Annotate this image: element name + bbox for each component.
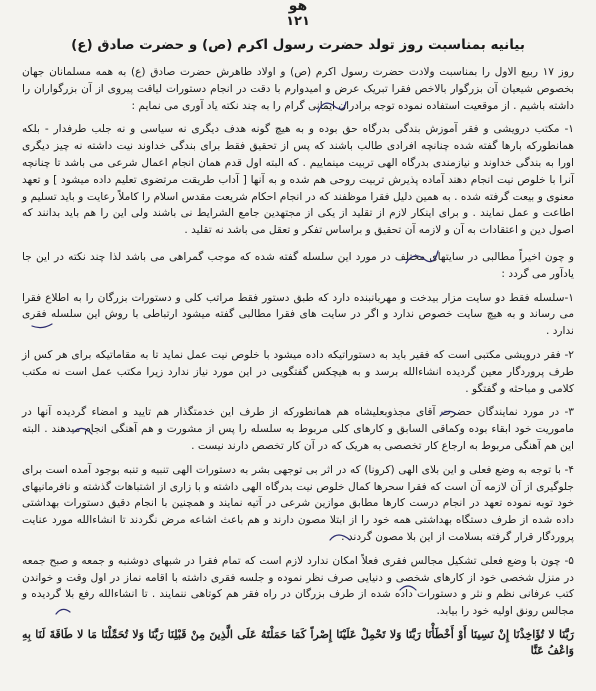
- notice-paragraph: و چون اخیراً مطالبی در سایتهای مختلف در مورد این سلسله گفته شده که موجب گمراهی می باشد لذا چند نکته در این جا یادآور می گردد :: [22, 250, 574, 280]
- point-5-paragraph: ۵- چون با وضع فعلی تشکیل مجالس فقری فعلاً امکان ندارد لازم است که تمام فقرا در شبهای دوشنبه و جمعه و صبح جمعه در منزل شخصی خود از کارهای شخصی و دنیایی صرف نظر نموده و جلسه فقری داشته با اقامه نماز در اول وقت و خواندن کتب عرفانی نظم و نثر و دستورات داده شده از طرف بزرگان در راه فقر هم کوتاهی ننمایند . تا انشاءالله رفع بلا گردیده و مجالس رونق اولیه خود را بیابد.: [22, 554, 574, 618]
- point-4-paragraph: ۴- با توجه به وضع فعلی و این بلای الهی (کرونا) که در اثر بی توجهی بشر به دستورات الهی تنبیه و تنبه بوجود آمده است برای جلوگیری از آن لازمه آن است که فقرا سحرها کمال خلوص نیت بدرگاه الهی داشته و با زاری از اشتباهات گذشته و نافرمانیهای خود توبه نموده تعهد در انجام درست کارها مطابق موازین شرعی در آتیه نمایند و همچنین با انجام دقیق دستورات بهداشتی داده شده از طرف دستگاه بهداشتی همه خود را از ابتلا مصون دارند و هم باعث اشاعه مرض نگردند تا انشاءالله مورد عنایت پروردگار قرار گرفته بسلامت از این بلا مصون گردند .: [22, 463, 574, 543]
- page-number: ۱۲۱: [286, 14, 310, 29]
- intro-paragraph: روز ۱۷ ربیع الاول را بمناسبت ولادت حضرت رسول اکرم (ص) و اولاد طاهرش حضرت صادق (ع) به همه مسلمانان جهان بخصوص شیعیان آن بزرگوار بالاخص فقرا تبریک عرض و امیدوارم با دقت در انجام دستورات لیاقت پیروی از آن بزرگواران را داشته باشیم . از موقعیت استفاده نموده توجه برادران ایمانی گرام را به چند نکته یاد آوری می نمایم :: [22, 66, 574, 112]
- point-1-paragraph: ۱- مکتب درویشی و فقر آموزش بندگی بدرگاه حق بوده و به هیچ گونه هدف دیگری نه سیاسی و نه جلب طرفدار - بلکه همانطورکه بارها گفته شده چنانچه افرادی طالب باشند که پس از تحقیق فقط برای بندگی خداوند نیت داشته نه چیز دیگری اورا به بندگی خداوند و نیازمندی بدرگاه الهی تربیت مینماییم . که البته اول قدم همان انجام اعمال شرعی می باشد تا چنانچه آنرا با خلوص نیت انجام دهند آماده پذیرش تربیت روحی هم شده و به آنها [ آداب طریقت مرتضوی تعلیم داده میشود ] و تعهد معنوی و بیعت گرفته شده . به همین دلیل فقرا موظفند که در انجام احکام شریعت مقدس اسلام را کاملاً رعایت و باید تسلیم و اطاعت و عمل نمایند . و برای اینکار لازم از تقلید از یکی از مجتهدین جامع الشرایط نی باشند ولی این را هم باید بدانند که اصول دین و اعتقادات به آن و لازمه آن تحقیق و براساس تفکر و تعقل می باشد نه تقلید .: [22, 123, 574, 237]
- point-3-paragraph: ۳- در مورد نمایندگان حضرت آقای مجذوبعلیشاه هم همانطورکه از طرف این خدمتگذار هم تایید و امضاء گردیده آنها در ماموریت خود ابقاء بوده وکماقی السابق و کارهای کلی مربوط به سلسله را پس از مشورت و هم آهنگی انجام میدهند . البته این هم آهنگی مربوط به ارجاع کار تخصصی به هریک که در آن کار تخصص دارند نیست .: [22, 406, 574, 452]
- notice-item-2: ۲- فقر درویشی مکتبی است که فقیر باید به دستوراتیکه داده میشود با خلوص نیت عمل نماید تا به مقاماتیکه برای هر کس از طرف پروردگار معین گردیده انشاءالله برسد و به هیچکس گفتگویی در این مورد نیاز ندارد زیرا مکتب عمل است نه مکتب کلامی و مباحثه و گفتگو .: [22, 348, 574, 395]
- document-title: بیانیه بمناسبت روز تولد حضرت رسول اکرم (ص) و حضرت صادق (ع): [71, 37, 525, 53]
- notice-item-1: ۱-سلسله فقط دو سایت مزار بیدخت و مهربانبنده دارد که طبق دستور فقط مراتب کلی و دستورات بزرگان را به اطلاع فقرا می رساند و به هیچ سایت خصوص ندارد و اگر در سایت های فقرا مطالبی گفته میشود ارتباطی با روش این سلسله فقری ندارد .: [22, 291, 574, 338]
- header-mark: هو: [288, 0, 308, 14]
- document-body: [22, 64, 574, 666]
- quran-verse: رَبَّنَا لا تُؤَاخِذْنَا إِنْ نَسِينَا أَوْ أَخْطَأْنَا رَبَّنَا وَلا تَحْمِلْ عَلَيْنَا إِصْراً كَمَا حَمَلْتَهُ عَلَى الَّذِينَ مِنْ قَبْلِنَا رَبَّنَا وَلا تُحَمِّلْنَا مَا لا طَاقَةَ لَنَا بِهِ وَاعْفُ عَنَّا: [22, 627, 574, 657]
